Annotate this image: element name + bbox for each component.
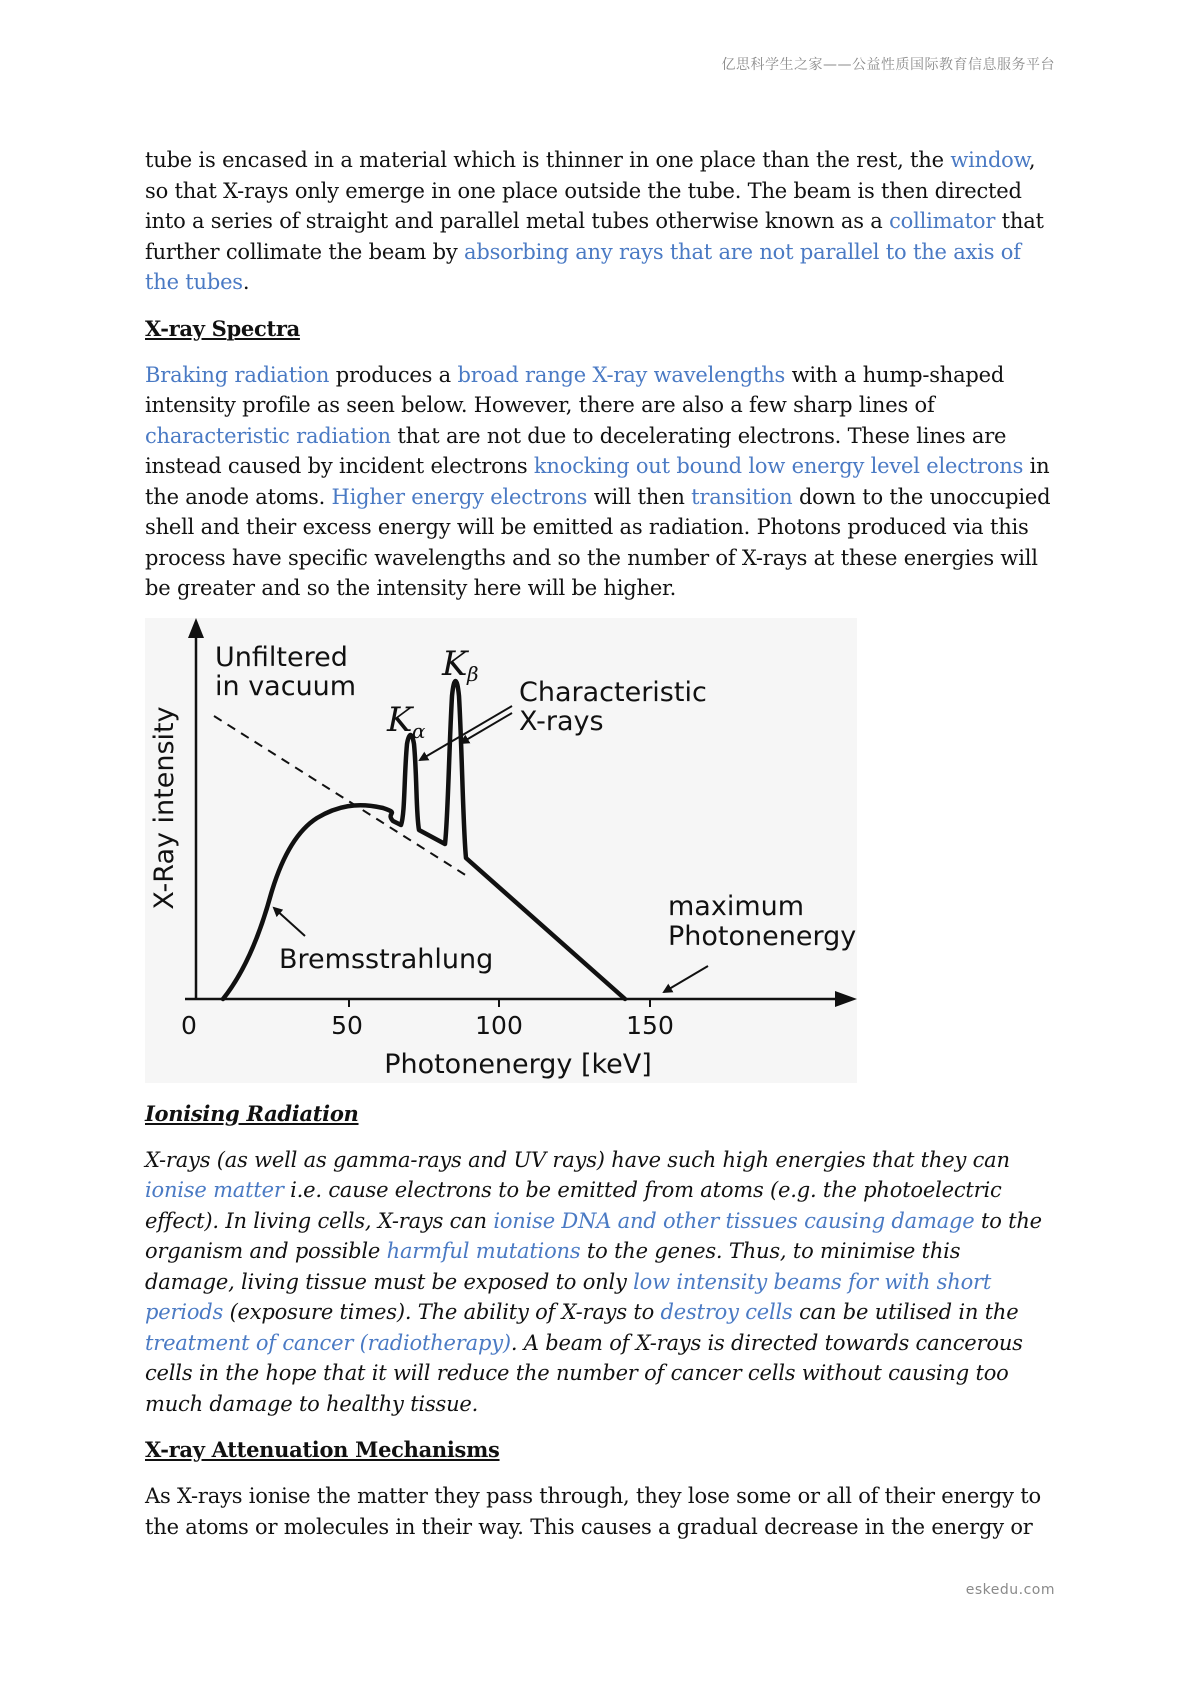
text-segment: . — [242, 270, 250, 294]
max-energy-label: maximum — [668, 890, 805, 922]
highlighted-term: Braking radiation — [145, 362, 330, 387]
text-segment: that further collimate the beam by — [145, 209, 1044, 264]
text-segment: . A beam of X-rays is directed towards cancerous cells in the hope that it will reduce the number of cancer cells without causing too much damage to healthy tissue. — [145, 1330, 1023, 1416]
x-tick-label: 100 — [475, 1010, 523, 1040]
highlighted-term: harmful mutations — [386, 1239, 581, 1263]
highlighted-term: treatment of cancer (radiotherapy) — [145, 1330, 511, 1355]
k-beta-subscript: β — [467, 661, 479, 686]
max-energy-arrow — [664, 966, 708, 992]
highlighted-term: transition — [691, 484, 793, 509]
paragraph-attenuation: As X-rays ionise the matter they pass through, they lose some or all of their energy to the atoms or molecules in their way. This causes a gradual decrease in the energy or — [145, 1484, 1041, 1539]
heading-attenuation: X-ray Attenuation Mechanisms — [145, 1437, 500, 1462]
heading-xray-spectra: X-ray Spectra — [145, 315, 300, 341]
text-segment: i.e. cause electrons to be emitted from atoms (e.g. the photoelectric effect). In living cells, X-rays can — [145, 1178, 1002, 1233]
highlighted-term: destroy cells — [660, 1300, 793, 1324]
paragraph-collimator — [145, 145, 1055, 298]
text-segment: with a hump-shaped intensity profile as seen below. However, there are also a few sharp lines of — [145, 362, 1005, 417]
characteristic-label: Characteristic — [519, 676, 707, 708]
unfiltered-dashed-line — [214, 716, 467, 876]
paragraph-ionising — [145, 1145, 1055, 1420]
y-axis-label: X-Ray intensity — [149, 705, 180, 910]
k-beta-label: K — [442, 643, 468, 684]
max-energy-label: Photonenergy — [668, 920, 857, 952]
highlighted-term: ionise DNA and other tissues causing damage — [493, 1208, 975, 1233]
highlighted-term: Higher energy electrons — [331, 484, 588, 509]
k-alpha-subscript: α — [412, 718, 426, 743]
text-segment: in the anode atoms. — [145, 454, 1050, 509]
x-axis-arrowhead — [835, 991, 857, 1007]
x-tick-label: 150 — [626, 1010, 674, 1040]
text-segment: to the organism and possible — [145, 1208, 1042, 1263]
text-segment: to the genes. Thus, to minimise this damage, living tissue must be exposed to only — [145, 1239, 961, 1294]
text-segment: produces a — [329, 362, 458, 387]
highlighted-term: absorbing any rays that are not parallel to the axis of the tubes — [145, 239, 1021, 294]
characteristic-label: X-rays — [519, 705, 604, 737]
xray-spectrum-figure — [145, 618, 857, 1083]
spectrum-diagram — [145, 618, 857, 1083]
x-tick-label: 0 — [181, 1010, 197, 1040]
page-content — [145, 145, 1055, 1542]
highlighted-term: broad range X-ray wavelengths — [457, 362, 786, 387]
text-segment: tube is encased in a material which is thinner in one place than the rest, the — [145, 148, 951, 172]
text-segment: (exposure times). The ability of X-rays to — [223, 1300, 661, 1324]
highlighted-term: window — [950, 148, 1029, 172]
x-axis-label: Photonenergy [keV] — [384, 1048, 652, 1080]
text-segment: , so that X-rays only emerge in one place outside the tube. The beam is then directed into a series of straight and parallel metal tubes otherwise known as a — [145, 148, 1036, 233]
bremsstrahlung-label: Bremsstrahlung — [279, 943, 494, 975]
text-segment: can be utilised in the — [792, 1300, 1019, 1324]
text-segment: X-rays (as well as gamma-rays and UV rays) have such high energies that they can — [145, 1147, 1010, 1172]
text-segment: down to the unoccupied shell and their excess energy will be emitted as radiation. Photons produced via this process have specific wavelengths and so the number of X-rays at these energies will be greater and so the intensity here will be higher. — [145, 484, 1051, 600]
paragraph-spectra — [145, 360, 1055, 604]
y-axis-arrowhead — [188, 618, 204, 638]
characteristic-arrow-beta — [461, 713, 512, 743]
characteristic-arrow-alpha — [420, 706, 512, 760]
heading-ionising-radiation: Ionising Radiation — [145, 1100, 359, 1126]
highlighted-term: characteristic radiation — [145, 423, 391, 448]
highlighted-term: collimator — [889, 209, 996, 233]
highlighted-term: ionise matter — [145, 1178, 284, 1202]
unfiltered-label: Unfiltered — [215, 641, 348, 673]
text-segment: that are not due to decelerating electrons. These lines are instead caused by incident electrons — [145, 423, 1007, 478]
page-header: 亿思科学生之家——公益性质国际教育信息服务平台 — [721, 57, 1055, 73]
highlighted-term: knocking out bound low energy level electrons — [533, 454, 1024, 478]
unfiltered-label: in vacuum — [215, 670, 357, 702]
bremsstrahlung-arrow — [274, 908, 305, 936]
text-segment: will then — [587, 484, 692, 509]
highlighted-term: low intensity beams for with short periods — [145, 1269, 992, 1324]
k-alpha-label: K — [387, 699, 413, 740]
x-tick-label: 50 — [331, 1010, 363, 1040]
page-footer: eskedu.com — [965, 1582, 1055, 1598]
